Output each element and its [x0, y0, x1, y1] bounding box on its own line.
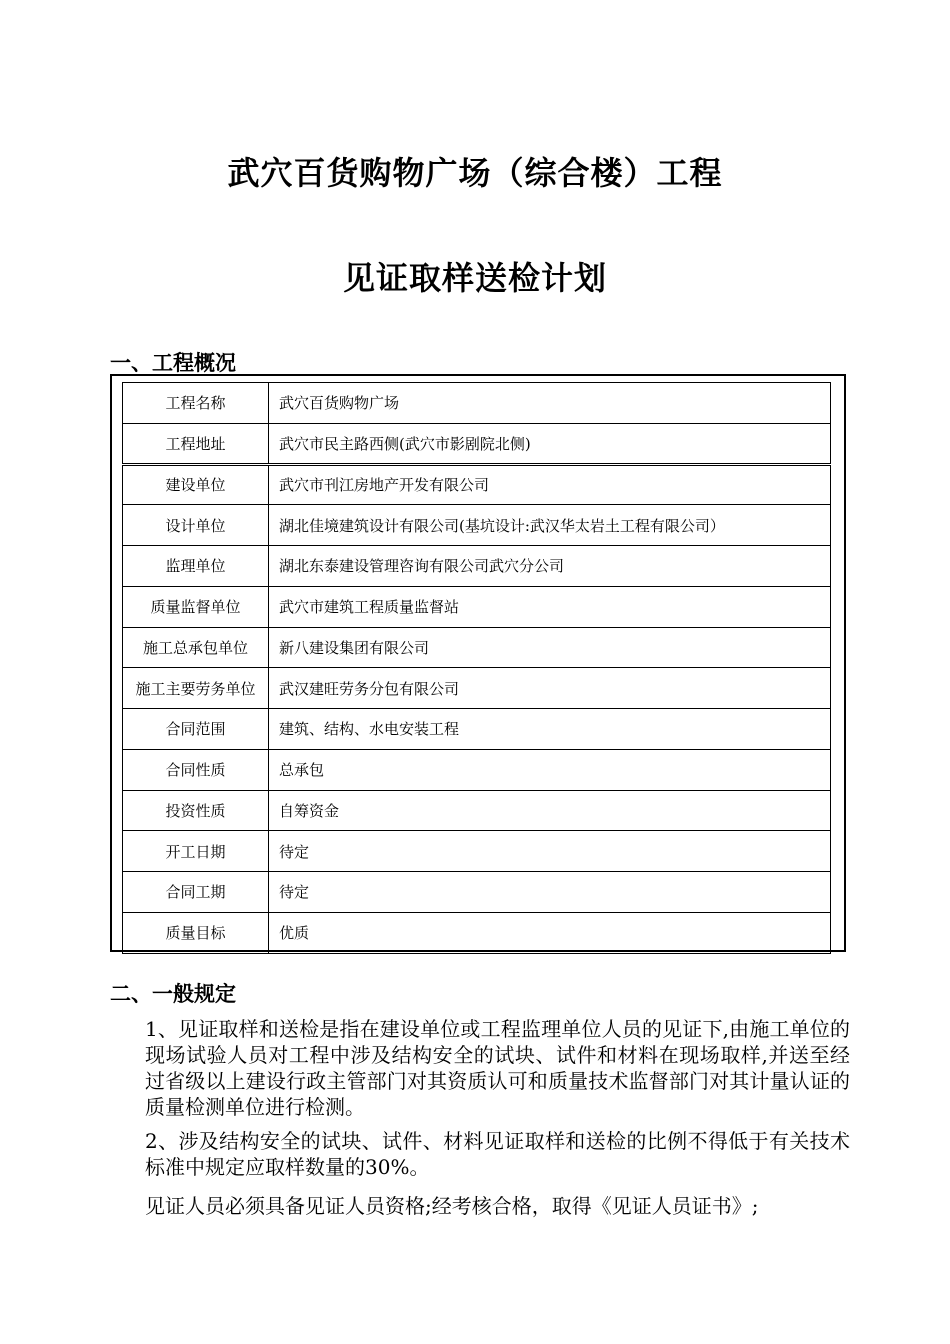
field-label: 施工总承包单位	[123, 627, 269, 668]
field-value: 总承包	[269, 749, 831, 790]
field-value: 武穴市刊江房地产开发有限公司	[269, 464, 831, 505]
table-row	[123, 709, 831, 750]
field-label: 监理单位	[123, 546, 269, 587]
table-row	[123, 749, 831, 790]
paragraph: 2、涉及结构安全的试块、试件、材料见证取样和送检的比例不得低于有关技术标准中规定应取样数量的30%。	[145, 1129, 850, 1179]
document-subtitle: 见证取样送检计划	[342, 259, 607, 297]
field-label: 施工主要劳务单位	[123, 668, 269, 709]
table-row	[123, 505, 831, 546]
section-heading-general-rules: 二、一般规定	[110, 981, 236, 1006]
table-row	[123, 790, 831, 831]
table-row	[123, 912, 831, 953]
field-value: 建筑、结构、水电安装工程	[269, 709, 831, 750]
field-value: 待定	[269, 872, 831, 913]
field-label: 合同性质	[123, 749, 269, 790]
table-row	[123, 423, 831, 464]
field-value: 湖北东泰建设管理咨询有限公司武穴分公司	[269, 546, 831, 587]
field-value: 新八建设集团有限公司	[269, 627, 831, 668]
table-row	[123, 831, 831, 872]
field-value: 自筹资金	[269, 790, 831, 831]
table-row	[123, 872, 831, 913]
paragraph: 1、见证取样和送检是指在建设单位或工程监理单位人员的见证下,由施工单位的现场试验人员对工程中涉及结构安全的试块、试件和材料在现场取样,并送至经过省级以上建设行政主管部门对其资质认可和质量技术监督部门对其计量认证的质量检测单位进行检测。	[145, 1017, 850, 1119]
field-label: 工程地址	[123, 423, 269, 464]
table-row	[123, 668, 831, 709]
field-value: 武穴市民主路西侧(武穴市影剧院北侧)	[269, 423, 831, 464]
table-row	[123, 383, 831, 424]
field-label: 投资性质	[123, 790, 269, 831]
section-heading-overview: 一、工程概况	[110, 350, 236, 375]
field-label: 质量监督单位	[123, 586, 269, 627]
project-info-table	[122, 382, 831, 954]
table-row	[123, 546, 831, 587]
field-value: 优质	[269, 912, 831, 953]
paragraph: 见证人员必须具备见证人员资格;经考核合格，取得《见证人员证书》;	[145, 1194, 759, 1218]
table-row	[123, 464, 831, 505]
field-label: 工程名称	[123, 383, 269, 424]
table-row	[123, 627, 831, 668]
field-label: 合同范围	[123, 709, 269, 750]
field-label: 开工日期	[123, 831, 269, 872]
field-label: 质量目标	[123, 912, 269, 953]
field-label: 设计单位	[123, 505, 269, 546]
field-label: 合同工期	[123, 872, 269, 913]
field-value: 武穴市建筑工程质量监督站	[269, 586, 831, 627]
field-value: 待定	[269, 831, 831, 872]
document-title: 武穴百货购物广场（综合楼）工程	[227, 154, 723, 192]
field-value: 武汉建旺劳务分包有限公司	[269, 668, 831, 709]
field-value: 湖北佳境建筑设计有限公司(基坑设计:武汉华太岩土工程有限公司）	[269, 505, 831, 546]
field-label: 建设单位	[123, 464, 269, 505]
table-row	[123, 586, 831, 627]
field-value: 武穴百货购物广场	[269, 383, 831, 424]
